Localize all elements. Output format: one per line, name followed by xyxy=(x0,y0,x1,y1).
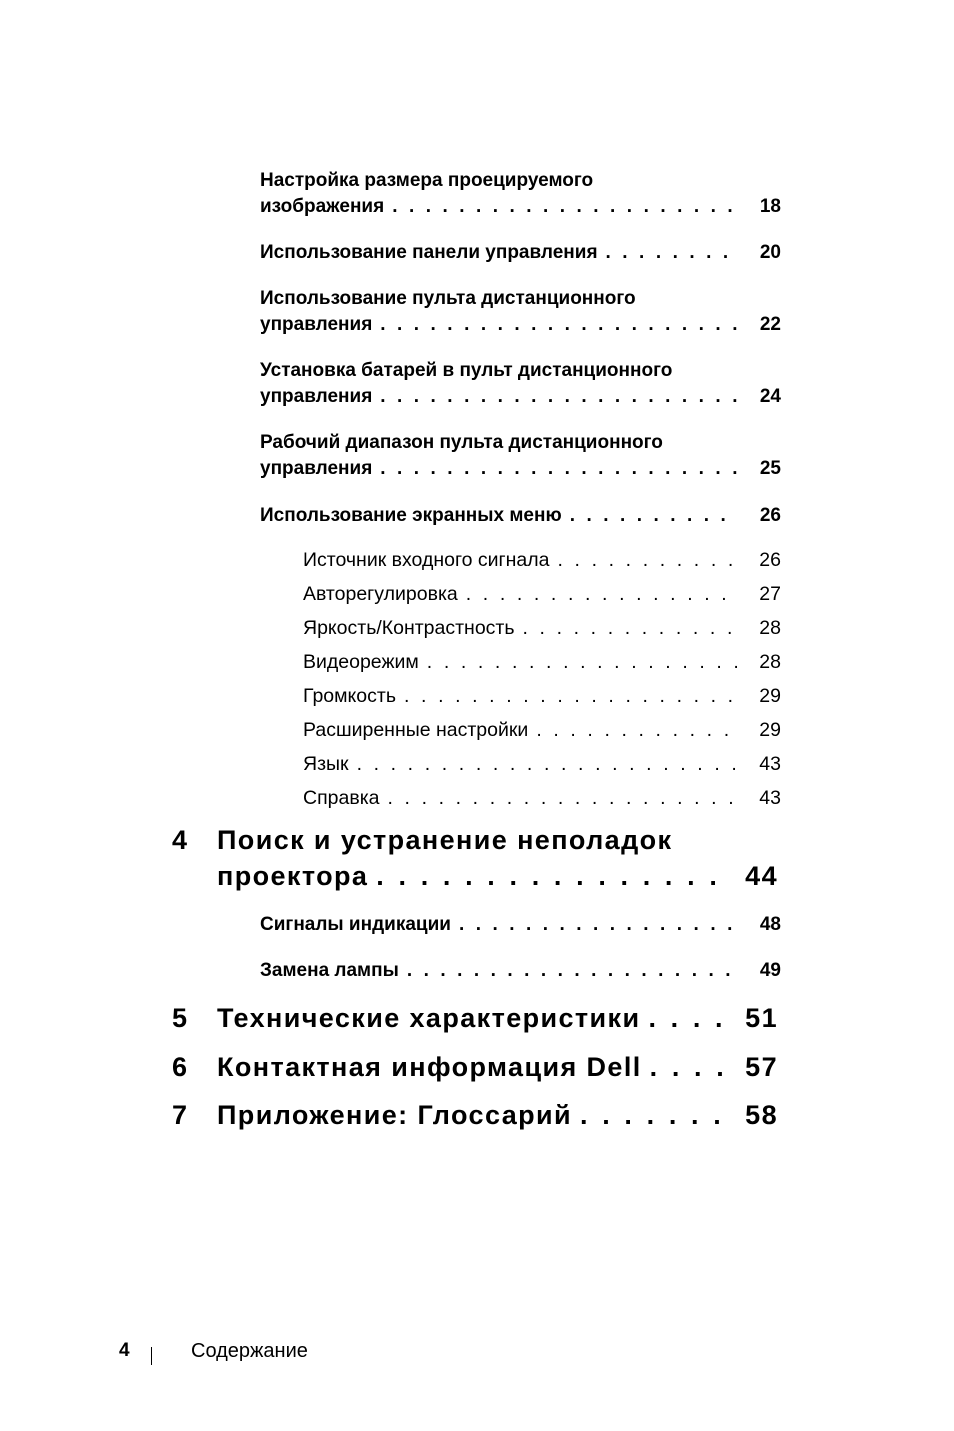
toc-entry[interactable] xyxy=(260,503,781,529)
dot-leader xyxy=(404,679,737,713)
toc-subentry[interactable] xyxy=(303,645,781,679)
toc-entry-page: 20 xyxy=(759,242,781,263)
chapter-title: Контактная информация Dell xyxy=(217,1052,642,1082)
chapter-title: проектора xyxy=(217,861,369,891)
chapter-page: 44 xyxy=(745,861,778,891)
toc-entry-page: 24 xyxy=(759,386,781,407)
toc-entry-title: Использование экранных меню xyxy=(260,505,562,526)
footer-divider xyxy=(151,1347,152,1365)
toc-subentry[interactable] xyxy=(303,747,781,781)
dot-leader xyxy=(523,611,737,645)
dot-leader xyxy=(380,456,737,482)
toc-entry-title: изображения xyxy=(260,196,385,217)
toc-subentry-page: 29 xyxy=(759,719,781,741)
toc-entry-title-line1: Рабочий диапазон пульта дистанционного xyxy=(260,432,663,453)
toc-entry-title-line1: Использование пульта дистанционного xyxy=(260,288,636,309)
toc-entry-page: 22 xyxy=(759,314,781,335)
toc-subentry-page: 28 xyxy=(759,617,781,639)
chapter-title: Приложение: Глоссарий xyxy=(217,1100,573,1130)
dot-leader xyxy=(648,1000,724,1036)
dot-leader xyxy=(650,1049,724,1085)
dot-leader xyxy=(459,912,737,938)
toc-entry-page: 48 xyxy=(759,914,781,935)
toc-entry-title: управления xyxy=(260,386,373,407)
toc-entry-title: управления xyxy=(260,458,373,479)
toc-entry[interactable] xyxy=(260,286,781,338)
toc-subentry[interactable] xyxy=(303,611,781,645)
toc-entry-page: 25 xyxy=(759,458,781,479)
toc-entry[interactable] xyxy=(260,358,781,410)
toc-subentry-title: Яркость/Контрастность xyxy=(303,617,515,639)
dot-leader xyxy=(427,645,737,679)
toc-entry[interactable] xyxy=(260,430,781,482)
toc-entry[interactable] xyxy=(260,168,781,220)
dot-leader xyxy=(392,194,737,220)
toc-subentry-title: Видеорежим xyxy=(303,651,419,673)
toc-entry-page: 49 xyxy=(759,960,781,981)
toc-subentry-page: 27 xyxy=(759,583,781,605)
dot-leader xyxy=(606,240,737,266)
dot-leader xyxy=(570,503,737,529)
dot-leader xyxy=(380,384,737,410)
dot-leader xyxy=(558,543,737,577)
toc-entry-title-line1: Настройка размера проецируемого xyxy=(260,170,594,191)
toc-chapter[interactable] xyxy=(172,1049,778,1085)
toc-subentry-title: Источник входного сигнала xyxy=(303,549,550,571)
chapter-number: 5 xyxy=(172,1003,189,1033)
dot-leader xyxy=(357,747,737,781)
chapter-title-line1: Поиск и устранение неполадок xyxy=(217,825,673,855)
dot-leader xyxy=(388,781,738,815)
footer-page-number: 4 xyxy=(119,1340,130,1361)
toc-entry[interactable] xyxy=(260,958,781,984)
dot-leader xyxy=(466,577,737,611)
toc-subentry[interactable] xyxy=(303,713,781,747)
toc-entry[interactable] xyxy=(260,912,781,938)
toc-chapter[interactable] xyxy=(172,1097,778,1133)
toc-subentry[interactable] xyxy=(303,781,781,815)
chapter-page: 58 xyxy=(745,1100,778,1130)
toc-chapter[interactable] xyxy=(172,822,778,894)
dot-leader xyxy=(380,312,737,338)
chapter-number: 6 xyxy=(172,1052,189,1082)
toc-entry-page: 26 xyxy=(759,505,781,526)
toc-subentry-page: 29 xyxy=(759,685,781,707)
toc-entry-title: Замена лампы xyxy=(260,960,399,981)
toc-subentry[interactable] xyxy=(303,577,781,611)
toc-subentry-page: 28 xyxy=(759,651,781,673)
dot-leader xyxy=(407,958,737,984)
chapter-title: Технические характеристики xyxy=(217,1003,641,1033)
chapter-number: 4 xyxy=(172,825,189,855)
chapter-page: 51 xyxy=(745,1003,778,1033)
chapter-page: 57 xyxy=(745,1052,778,1082)
toc-subentry-page: 43 xyxy=(759,753,781,775)
toc-entry[interactable] xyxy=(260,240,781,266)
toc-entry-page: 18 xyxy=(759,196,781,217)
toc-subentry-page: 26 xyxy=(759,549,781,571)
toc-subentry-title: Расширенные настройки xyxy=(303,719,529,741)
chapter-number: 7 xyxy=(172,1100,189,1130)
toc-entry-title: Использование панели управления xyxy=(260,242,598,263)
toc-subentry-title: Язык xyxy=(303,753,349,775)
toc-subentry[interactable] xyxy=(303,679,781,713)
dot-leader xyxy=(376,858,724,894)
toc-subentry-title: Авторегулировка xyxy=(303,583,458,605)
dot-leader xyxy=(580,1097,724,1133)
toc-subentry[interactable] xyxy=(303,543,781,577)
toc-subentry-title: Громкость xyxy=(303,685,396,707)
footer-section-title: Содержание xyxy=(191,1340,308,1362)
toc-subentry-title: Справка xyxy=(303,787,380,809)
toc-subentry-page: 43 xyxy=(759,787,781,809)
toc-entry-title: управления xyxy=(260,314,373,335)
dot-leader xyxy=(536,713,737,747)
toc-chapter[interactable] xyxy=(172,1000,778,1036)
toc-entry-title-line1: Установка батарей в пульт дистанционного xyxy=(260,360,673,381)
toc-entry-title: Сигналы индикации xyxy=(260,914,451,935)
